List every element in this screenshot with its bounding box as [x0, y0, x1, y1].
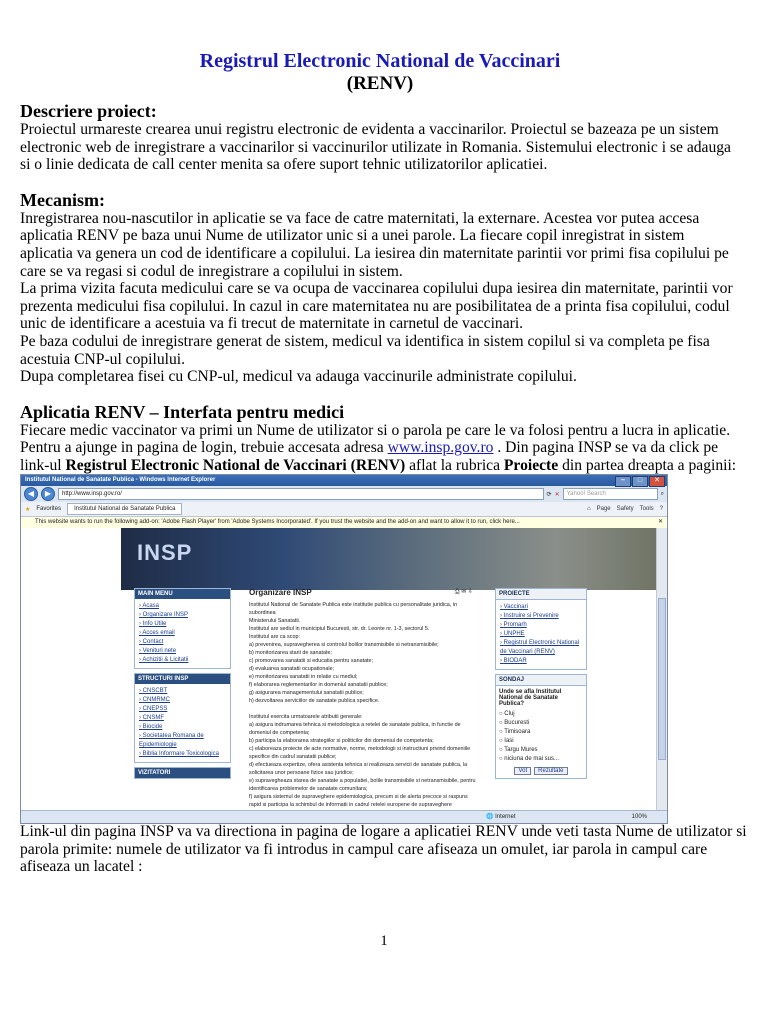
mecanism-paragraph-3: Pe baza codului de inregistrare generat de sistem, medicul va identifica in sistem copilul si va completa pe fisa acestuia CNP-ul copilului.: [20, 332, 710, 368]
proiect-item[interactable]: › Vaccinari: [500, 603, 586, 612]
vizitatori-header: VIZITATORI: [135, 768, 230, 778]
poll-option[interactable]: ○ Cluj: [499, 710, 583, 719]
center-line: f) elaborarea reglementarilor in domeniul sanatatii publice;: [249, 682, 388, 688]
results-button[interactable]: Rezultate: [534, 767, 567, 775]
menu-item-info[interactable]: › Info Utile: [139, 620, 230, 629]
center-line: domeniul de competenta;: [249, 730, 310, 736]
sondaj-box: [495, 674, 587, 779]
after-screenshot-text: [20, 823, 748, 876]
center-line: e) monitorizarea sanatatii in relatie cu mediul;: [249, 674, 358, 680]
close-icon[interactable]: ✕: [649, 476, 665, 487]
poll-option[interactable]: ○ Targu Mures: [499, 746, 583, 755]
tool-tools[interactable]: Tools: [639, 506, 654, 512]
search-icon[interactable]: ⌕: [660, 490, 664, 497]
poll-option[interactable]: ○ Iasi: [499, 737, 583, 746]
proiecte-header: PROIECTE: [496, 589, 586, 600]
center-line: d) efectueaza expertize, ofera asistenta tehnica si realizeaza servicii de sanatate publica, la: [249, 762, 468, 768]
structuri-item[interactable]: › CNMRMC: [139, 696, 230, 705]
center-line: e) supravegheaza starea de sanatate a populatiei, bolile transmisibile si netransmisibile, pentru: [249, 778, 476, 784]
aplicatia-paragraph-2: Pentru a ajunge in pagina de login, trebuie accesata adresa www.insp.gov.ro . Din pagina INSP se va da click pe link-ul Registrul Electronic National de Vaccinari (RENV) aflat la rubrica Proiecte din partea dreapta a paginii:: [20, 439, 737, 474]
center-heading: Organizare INSP: [249, 588, 312, 597]
structuri-item[interactable]: › CNEPSS: [139, 705, 230, 714]
window-titlebar: [21, 475, 667, 486]
structuri-item[interactable]: › Societatea Romana de Epidemiologie: [139, 732, 230, 750]
section-text-descriere: Proiectul urmareste crearea unui registru electronic de evidenta a vaccinarilor. Proiectul se bazeaza pe un sistem electronic web de inregistrare a vaccinarilor si vaccinurilor utilizate in Romania. Sistemului electronic i se adauga si o linie dedicata de call center menita sa ofere suport tehnic utilizatorilor aplicatiei.: [20, 121, 731, 174]
tab-insp[interactable]: Institutul National de Sanatate Publica: [67, 503, 182, 515]
scrollbar[interactable]: [656, 528, 667, 811]
proiecte-box: [495, 588, 587, 670]
center-line: solicitarea unor persoane fizice sau juridice;: [249, 770, 354, 776]
tool-page[interactable]: Page: [596, 506, 611, 512]
back-icon[interactable]: ◀: [24, 487, 38, 501]
maximize-icon[interactable]: □: [632, 476, 648, 487]
address-bar: [21, 486, 667, 502]
center-text: [243, 601, 483, 824]
status-zone: 🌐 Internet: [486, 814, 516, 820]
infobar-close-icon[interactable]: ✕: [657, 519, 663, 525]
forward-icon[interactable]: ▶: [41, 487, 55, 501]
structuri-header: STRUCTURI INSP: [135, 674, 230, 684]
mecanism-paragraph-2: La prima vizita facuta medicului care se va ocupa de vaccinarea copilului dupa iesirea din maternitate, parintii vor prezenta medicului fisa copilului. In cazul in care maternitatea nu are posibilitatea de a printa fisa copilului, codul unic de identificare a acestuia va fi trecut de maternitate in carnetul de vaccinari.: [20, 280, 733, 333]
proiect-item[interactable]: › Promarh: [500, 621, 586, 630]
center-line: Institutul are sediul in municipiul Bucuresti, str. dr. Leonte nr. 1-3, sectorul 5.: [249, 626, 430, 632]
section-heading-descriere: Descriere proiect:: [20, 101, 157, 121]
center-line: b) monitorizarea starii de sanatate;: [249, 650, 332, 656]
tool-safety[interactable]: Safety: [616, 506, 634, 512]
proiecte-bold: Proiecte: [503, 456, 559, 474]
center-line: g) asigurarea managementului sanatatii publice;: [249, 690, 364, 696]
webpage-content: [21, 528, 657, 811]
proiect-item[interactable]: › UNPHE: [500, 630, 586, 639]
proiect-item[interactable]: › BIODAR: [500, 657, 586, 666]
insp-link[interactable]: www.insp.gov.ro: [387, 439, 494, 457]
proiect-item-renv[interactable]: › Registrul Electronic National de Vaccinari (RENV): [500, 639, 586, 657]
center-line: f) asigura sistemul de supraveghere epidemiologica, precum si de alerta precoce si raspuns: [249, 794, 468, 800]
login-instructions: Link-ul din pagina INSP va va directiona in pagina de logare a aplicatiei RENV unde veti tasta Nume de utilizator si parola primite: numele de utilizator va fi introdus in campul care afiseaza un omulet, iar parola in campul care afiseaza un lacatel :: [20, 823, 747, 876]
insp-banner: [121, 528, 666, 590]
browser-screenshot: [20, 474, 668, 824]
center-line: c) elaboreaza proiecte de acte normative, norme, metodologii si instructiuni privind domeniile: [249, 746, 471, 752]
page-number: 1: [380, 933, 388, 949]
center-line: a) prevenirea, supravegherea si controlul bolilor transmisibile si netransmisibile;: [249, 642, 439, 648]
sondaj-header: SONDAJ: [496, 675, 586, 686]
menu-item-contact[interactable]: › Contact: [139, 638, 230, 647]
print-email-icons[interactable]: ⎙ ✉ ⇩: [454, 589, 473, 595]
scrollbar-thumb[interactable]: [658, 598, 666, 760]
center-column: [243, 588, 483, 824]
menu-item-email[interactable]: › Acces email: [139, 629, 230, 638]
search-input[interactable]: Yahoo! Search: [563, 488, 658, 500]
renv-bold: Registrul Electronic National de Vaccinari (RENV): [65, 456, 406, 474]
center-line: d) evaluarea sanatatii ocupationale;: [249, 666, 335, 672]
zoom-level[interactable]: 100%: [631, 814, 647, 820]
tab-bar: [21, 502, 667, 517]
center-line: identificarea problemelor de sanatate comunitara;: [249, 786, 368, 792]
main-menu-header: MAIN MENU: [135, 589, 230, 599]
left-column: [134, 588, 231, 783]
menu-item-organizare[interactable]: › Organizare INSP: [139, 611, 230, 620]
center-line: b) participa la elaborarea strategiilor si politicilor din domeniul de competenta;: [249, 738, 434, 744]
poll-option[interactable]: ○ Bucuresti: [499, 719, 583, 728]
window-title: Institutul National de Sanatate Publica - Windows Internet Explorer: [25, 477, 216, 483]
center-line: Institutul exercita urmatoarele atributii generale:: [249, 714, 363, 720]
structuri-item[interactable]: › Biblia Informare Toxicologica: [139, 750, 230, 759]
poll-option[interactable]: ○ niciuna de mai sus...: [499, 755, 583, 764]
center-line: rapid si participa la schimbul de informatii in cadrul retelei europene de supraveghere: [249, 802, 452, 808]
center-line: Ministerului Sanatatii.: [249, 618, 301, 624]
vote-button[interactable]: Vot: [514, 767, 531, 775]
home-icon[interactable]: ⌂: [586, 506, 591, 512]
globe-icon: 🌐: [486, 814, 494, 820]
help-icon[interactable]: ?: [659, 506, 663, 512]
section-heading-mecanism: Mecanism:: [20, 189, 105, 210]
menu-item-venituri[interactable]: › Venituri nete: [139, 647, 230, 656]
proiect-item[interactable]: › Instruire si Prevenire: [500, 612, 586, 621]
vizitatori-box: [134, 767, 231, 779]
address-input[interactable]: http://www.insp.gov.ro/: [58, 488, 544, 500]
mecanism-paragraph-4: Dupa completarea fisei cu CNP-ul, medicul va adauga vaccinurile administrate copilului.: [20, 368, 577, 386]
center-line: h) dezvoltarea serviciilor de sanatate publica specifice.: [249, 698, 380, 704]
doc-subtitle: (RENV): [346, 73, 414, 94]
center-line: specifice din cadrul sanatatii publice;: [249, 754, 337, 760]
right-column: [495, 588, 587, 783]
structuri-box: [134, 673, 231, 763]
minimize-icon[interactable]: –: [615, 476, 631, 487]
center-line: Institutul National de Sanatate Publica este institutie publica cu personalitate juridica, in subordinea: [249, 602, 457, 616]
stop-icon[interactable]: ✕: [554, 491, 560, 498]
info-bar-text: This website wants to run the following add-on: 'Adobe Flash Player' from 'Adobe Systems Incorporated'. If you trust the website and the add-on and want to allow it to run, click here...: [35, 519, 520, 525]
doc-title: Registrul Electronic National de Vaccinari: [199, 50, 561, 72]
center-line: Institutul are ca scop:: [249, 634, 300, 640]
structuri-item[interactable]: › CNSCBT: [139, 687, 230, 696]
document-body: [20, 50, 740, 475]
center-line: a) asigura indrumarea tehnica si metodologica a retelei de sanatate publica, in functie de: [249, 722, 461, 728]
status-bar: [21, 810, 667, 823]
structuri-item[interactable]: › CNSMF: [139, 714, 230, 723]
menu-item-achizitii[interactable]: › Achizitii & Licitatii: [139, 656, 230, 665]
favorites-star-icon[interactable]: ★: [25, 506, 31, 513]
poll-option[interactable]: ○ Timisoara: [499, 728, 583, 737]
section-heading-aplicatia: Aplicatia RENV – Interfata pentru medici: [20, 401, 345, 422]
refresh-icon[interactable]: ⟳: [546, 491, 552, 498]
aplicatia-paragraph-1: Fiecare medic vaccinator va primi un Nume de utilizator si o parola pe care le va folosi pentru a lucra in aplicatie.: [20, 421, 731, 439]
mecanism-paragraph-1: Inregistrarea nou-nascutilor in aplicatie se va face de catre maternitati, la externare. Acestea vor putea accesa aplicatia RENV pe baza unui Nume de utilizator unic si a unei parole. La fiecare copil inregistrat in sistem aplicatia va genera un cod de identificare a copilului. La iesirea din maternitate parintii vor primi fisa copilului pe care se va regasi si codul de inregistrare a copilului in sistem.: [20, 209, 729, 280]
favorites-button[interactable]: Favorites: [36, 506, 62, 512]
center-line: c) promovarea sanatatii si educatia pentru sanatate;: [249, 658, 374, 664]
poll-question: Unde se afla Institutul National de Sanatate Publica?: [499, 689, 562, 707]
structuri-item[interactable]: › Biocide: [139, 723, 230, 732]
main-menu-box: [134, 588, 231, 669]
center-line: [249, 705, 483, 713]
insp-logo: INSP: [137, 540, 193, 565]
menu-item-acasa[interactable]: › Acasa: [139, 602, 230, 611]
